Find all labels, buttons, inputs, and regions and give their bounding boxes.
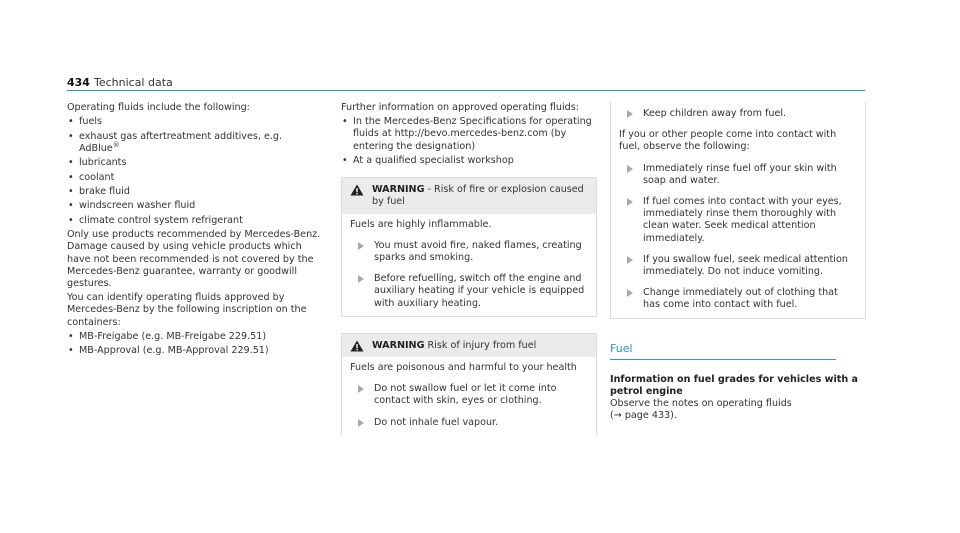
warning-box-fire xyxy=(341,177,597,317)
list-item: • coolant xyxy=(67,172,322,184)
column-middle xyxy=(341,102,597,435)
arrow-right-icon xyxy=(358,385,364,393)
warning-statement: Fuels are poisonous and harmful to your health xyxy=(350,362,577,374)
step-text: Change immediately out of clothing that has come into contact with fuel. xyxy=(643,287,838,311)
warning-label: WARNING xyxy=(372,184,425,196)
list-item: • climate control system refrigerant xyxy=(67,215,322,227)
instruction-step xyxy=(619,163,857,187)
arrow-right-icon xyxy=(627,256,633,264)
warning-body xyxy=(342,214,596,316)
warning-text: Risk of injury from fuel xyxy=(424,339,537,351)
list-item: • brake fluid xyxy=(67,186,322,198)
header-rule xyxy=(67,90,865,91)
warning-body xyxy=(342,357,596,435)
step-text: Keep children away from fuel. xyxy=(643,108,787,119)
warning-continuation xyxy=(610,102,866,319)
step-text: Do not swallow fuel or let it come into contact with skin, eyes or clothing. xyxy=(374,383,557,407)
warning-header xyxy=(342,334,596,357)
sources-list xyxy=(341,116,597,167)
list-item: • windscreen washer fluid xyxy=(67,200,322,212)
list-item: • MB-Approval (e.g. MB-Approval 229.51) xyxy=(67,345,322,357)
fuel-note: Observe the notes on operating fluids xyxy=(610,398,792,410)
fluids-list xyxy=(67,116,322,227)
instruction-step xyxy=(619,108,857,120)
arrow-right-icon xyxy=(627,289,633,297)
fluids-intro: Operating fluids include the following: xyxy=(67,102,250,113)
warning-triangle-icon xyxy=(350,340,364,352)
column-left xyxy=(67,102,322,360)
fuel-heading-rule xyxy=(610,359,836,360)
contact-paragraph: If you or other people come into contact with fuel, observe the following: xyxy=(619,129,837,153)
page-number: 434 xyxy=(67,76,90,89)
arrow-right-icon xyxy=(627,198,633,206)
instruction-step xyxy=(619,196,857,245)
list-item-text: exhaust gas aftertreatment additives, e.g. AdBlue xyxy=(79,130,283,154)
instruction-step xyxy=(350,240,588,264)
warning-header xyxy=(342,178,596,213)
fuel-subheading: Information on fuel grades for vehicles with a petrol engine xyxy=(610,373,859,398)
step-text: Do not inhale fuel vapour. xyxy=(374,416,499,428)
instruction-step xyxy=(350,417,588,429)
identify-paragraph: You can identify operating fluids approved by Mercedes-Benz by the following inscription on the containers: xyxy=(67,292,307,328)
page-header xyxy=(67,76,173,89)
list-item: • At a qualified specialist workshop xyxy=(341,155,597,167)
instruction-step xyxy=(350,383,588,407)
column-right xyxy=(610,102,866,423)
list-item: • lubricants xyxy=(67,157,322,169)
fuel-heading: Fuel xyxy=(610,341,633,355)
step-text: Immediately rinse fuel off your skin with soap and water. xyxy=(643,162,837,186)
list-item xyxy=(67,131,322,155)
registered-mark: ® xyxy=(112,140,120,149)
step-text: You must avoid fire, naked flames, creating sparks and smoking. xyxy=(374,239,582,264)
warning-label: WARNING xyxy=(372,339,425,351)
arrow-right-icon xyxy=(358,275,364,283)
warning-text: - Risk of fire or explosion caused by fuel xyxy=(372,184,584,208)
warning-title xyxy=(372,340,536,352)
arrow-right-icon xyxy=(627,165,633,173)
recommend-paragraph: Only use products recommended by Mercedes-Benz. Damage caused by using vehicle products which have not been recommended is not covered by the Mercedes-Benz guarantee, warranty or goodwill gestures. xyxy=(67,229,321,289)
inscriptions-list xyxy=(67,331,322,358)
page-reference[interactable]: (→ page 433). xyxy=(610,410,677,422)
further-info: Further information on approved operating fluids: xyxy=(341,102,579,113)
list-item: • fuels xyxy=(67,116,322,128)
arrow-right-icon xyxy=(627,110,633,118)
warning-box-injury xyxy=(341,333,597,435)
instruction-step xyxy=(619,287,857,311)
instruction-step xyxy=(350,273,588,310)
warning-statement: Fuels are highly inflammable. xyxy=(350,218,492,230)
step-text: If you swallow fuel, seek medical attention immediately. Do not induce vomiting. xyxy=(643,253,848,278)
step-text: Before refuelling, switch off the engine and auxiliary heating if your vehicle is equipped with auxiliary heating. xyxy=(374,273,585,309)
arrow-right-icon xyxy=(358,242,364,250)
section-title: Technical data xyxy=(93,76,173,89)
list-item: • In the Mercedes-Benz Specifications for operating fluids at http://bevo.mercedes-benz.com (by entering the designation) xyxy=(341,116,597,153)
step-text: If fuel comes into contact with your eyes, immediately rinse them thoroughly with clean water. Seek medical attention immediately. xyxy=(643,196,842,244)
instruction-step xyxy=(619,254,857,278)
warning-title xyxy=(372,184,588,208)
arrow-right-icon xyxy=(358,419,364,427)
list-item: • MB-Freigabe (e.g. MB-Freigabe 229.51) xyxy=(67,331,322,343)
warning-triangle-icon xyxy=(350,184,364,196)
